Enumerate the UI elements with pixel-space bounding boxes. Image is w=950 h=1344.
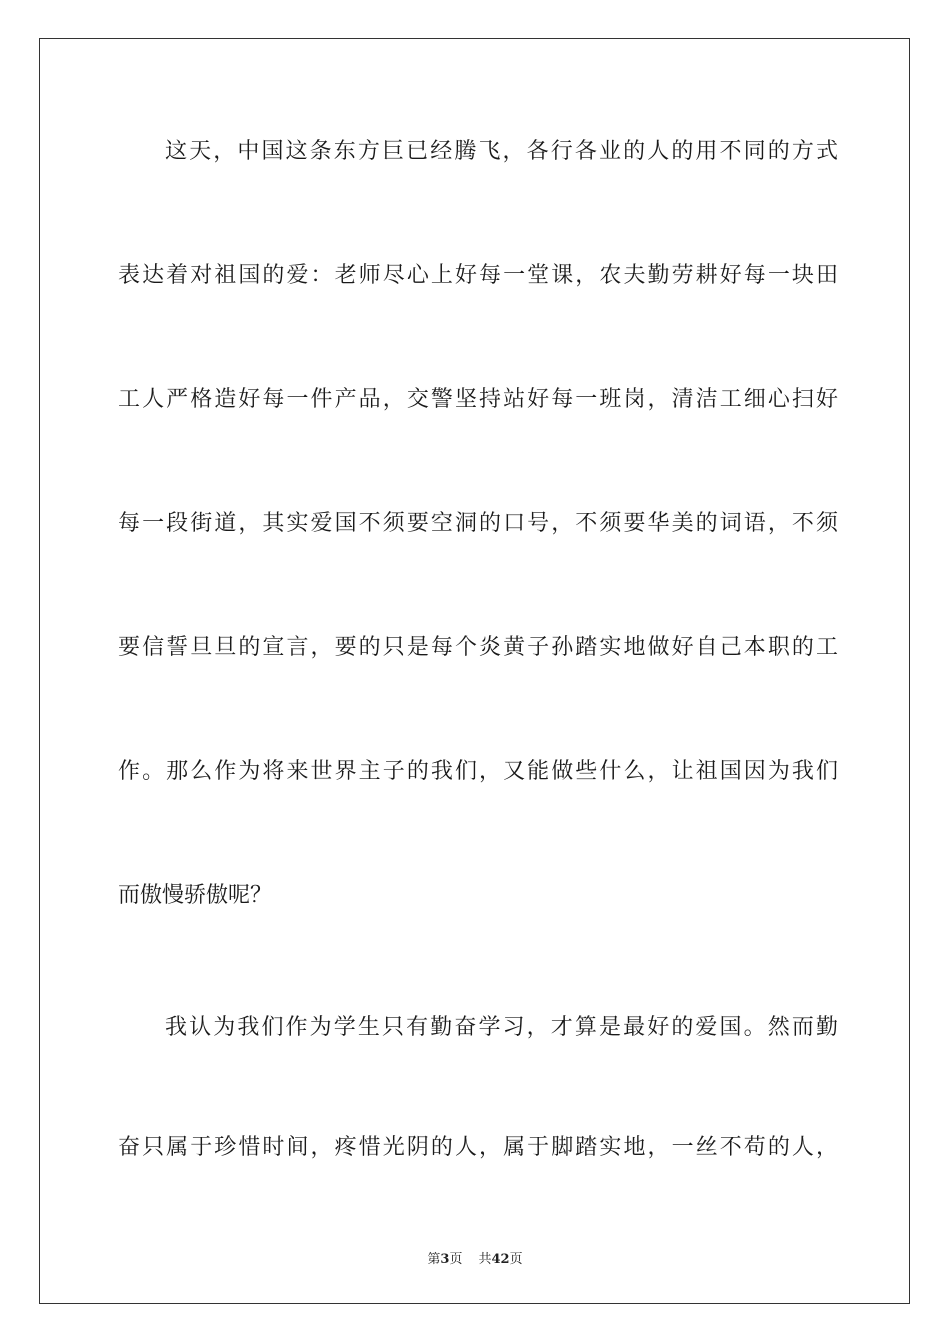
footer-total-suffix: 页 [509,1252,523,1267]
paragraph-1-line-6: 作。那么作为将来世界主子的我们，又能做些什么，让祖国因为我们 [118,759,838,784]
paragraph-1-line-1: 这天，中国这条东方巨已经腾飞，各行各业的人的用不同的方式 [165,139,838,164]
paragraph-1-line-3: 工人严格造好每一件产品，交警坚持站好每一班岗，清洁工细心扫好 [118,387,838,412]
page-footer [0,1248,950,1267]
footer-page-prefix: 第 [427,1252,441,1267]
paragraph-2-line-1: 我认为我们作为学生只有勤奋学习，才算是最好的爱国。然而勤 [165,1015,838,1040]
paragraph-1-line-4: 每一段街道，其实爱国不须要空洞的口号，不须要华美的词语，不须 [118,511,838,536]
paragraph-1-line-7: 而傲慢骄傲呢？ [118,883,273,908]
footer-page-number: 3 [440,1252,450,1267]
footer-page-suffix: 页 [449,1252,463,1267]
footer-total-number: 42 [491,1252,510,1267]
footer-total-prefix: 共 [478,1252,492,1267]
paragraph-2-line-2: 奋只属于珍惜时间，疼惜光阴的人，属于脚踏实地，一丝不苟的人， [118,1135,838,1160]
paragraph-1-line-5: 要信誓旦旦的宣言，要的只是每个炎黄子孙踏实地做好自己本职的工 [118,635,838,660]
paragraph-1-line-2: 表达着对祖国的爱：老师尽心上好每一堂课，农夫勤劳耕好每一块田 [118,263,838,288]
page-border [39,38,910,1304]
